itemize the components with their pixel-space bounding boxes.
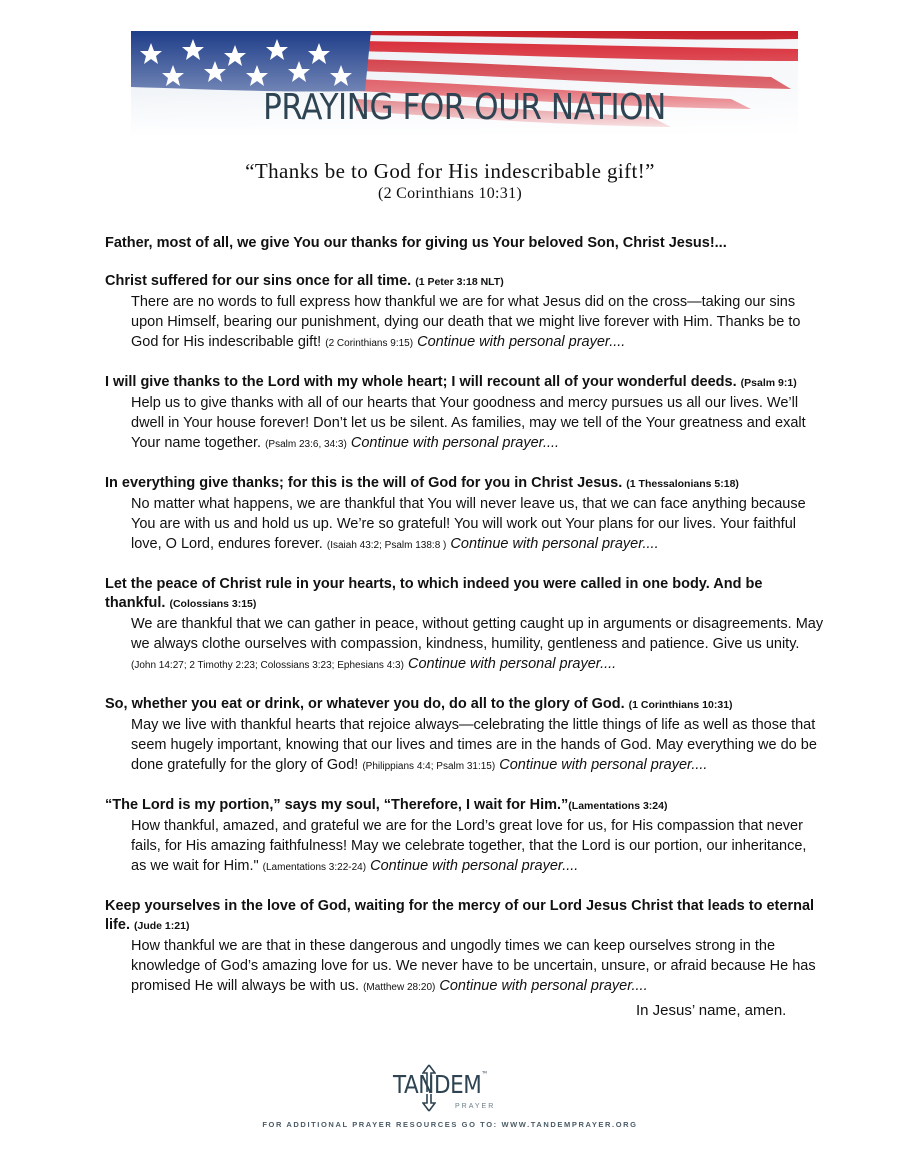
prayer-content: [105, 234, 825, 1017]
section-heading: [105, 897, 825, 936]
heading-text: Christ suffered for our sins once for all time.: [105, 273, 412, 289]
section-body: [105, 614, 825, 676]
body-text: May we live with thankful hearts that rejoice always—celebrating the little things of life as well as those that seem hugely important, knowing that our lives and times are in the hands of God. May everything we do be done gratefully for the glory of God!: [131, 717, 817, 773]
section-body: [105, 715, 825, 777]
prayer-section: [105, 575, 825, 676]
body-reference: (Psalm 23:6, 34:3): [265, 439, 347, 450]
body-text: How thankful, amazed, and grateful we are for the Lord’s great love for us, for His compassion that never fails, for His amazing faithfulness! May we celebrate together, that the Lord is our portion, our inheritance, as we wait for Him.": [131, 818, 807, 874]
tandem-logo: [393, 1064, 513, 1114]
continue-prompt: Continue with personal prayer....: [350, 435, 560, 451]
section-body: [105, 494, 825, 556]
section-heading: [105, 796, 825, 816]
continue-prompt: Continue with personal prayer....: [370, 858, 579, 874]
section-heading: [105, 575, 825, 614]
body-reference: (John 14:27; 2 Timothy 2:23; Colossians 3:23; Ephesians 4:3): [131, 660, 404, 671]
flag-banner: [131, 31, 798, 137]
section-heading: [105, 373, 825, 393]
heading-text: Keep yourselves in the love of God, waiting for the mercy of our Lord Jesus Christ that leads to eternal life.: [105, 898, 815, 933]
body-reference: (2 Corinthians 9:15): [325, 338, 414, 349]
body-text: We are thankful that we can gather in peace, without getting caught up in arguments or disagreements. May we always clothe ourselves with compassion, kindness, humility, gentleness and patience. Give us unity.: [131, 616, 824, 652]
body-text: How thankful we are that in these dangerous and ungodly times we can keep ourselves strong in the knowledge of God’s amazing love for us. We never have to be uncertain, unsure, or afraid because He has promised He will always be with us.: [131, 938, 816, 994]
heading-reference: (1 Corinthians 10:31): [628, 699, 733, 711]
heading-text: In everything give thanks; for this is the will of God for you in Christ Jesus.: [105, 475, 623, 491]
heading-text: So, whether you eat or drink, or whatever you do, do all to the glory of God.: [105, 696, 625, 712]
heading-text: “The Lord is my portion,” says my soul, “Therefore, I wait for Him.”: [105, 797, 569, 813]
prayer-section: [105, 373, 825, 455]
quote-text: “Thanks be to God for His indescribable gift!”: [245, 159, 655, 183]
section-body: [105, 816, 825, 878]
prayer-section: [105, 897, 825, 998]
heading-text: I will give thanks to the Lord with my whole heart; I will recount all of your wonderful deeds.: [105, 374, 737, 390]
section-heading: [105, 474, 825, 494]
body-reference: (Matthew 28:20): [363, 982, 436, 993]
body-reference: (Philippians 4:4; Psalm 31:15): [362, 761, 496, 772]
logo-wordmark: [393, 1070, 488, 1099]
heading-reference: (1 Peter 3:18 NLT): [415, 276, 504, 288]
prayer-section: [105, 474, 825, 556]
logo-subtitle: PRAYER: [455, 1103, 496, 1110]
body-reference: (Isaiah 43:2; Psalm 138:8 ): [326, 540, 447, 551]
section-body: [105, 292, 825, 354]
continue-prompt: Continue with personal prayer....: [450, 536, 659, 552]
footer-resources-note: FOR ADDITIONAL PRAYER RESOURCES GO TO: WWW.TANDEMPRAYER.ORG: [262, 1120, 638, 1129]
intro-line: Father, most of all, we give You our thanks for giving us Your beloved Son, Christ Jesus!...: [105, 235, 727, 251]
section-heading: [105, 695, 825, 715]
continue-prompt: Continue with personal prayer....: [417, 334, 626, 350]
prayer-section: [105, 796, 825, 878]
closing-line: In Jesus’ name, amen.: [636, 1002, 787, 1019]
continue-prompt: Continue with personal prayer....: [439, 978, 648, 994]
body-text: Help us to give thanks with all of our hearts that Your goodness and mercy pursues us all our lives. We’ll dwell in Your house forever! Don’t let us be silent. As families, may we tell of the Your greatness and exalt Your name together.: [131, 395, 806, 451]
heading-reference: (1 Thessalonians 5:18): [626, 478, 739, 490]
continue-prompt: Continue with personal prayer....: [407, 656, 617, 672]
continue-prompt: Continue with personal prayer....: [499, 757, 708, 773]
section-body: [105, 936, 825, 998]
heading-reference: (Psalm 9:1): [740, 377, 797, 389]
heading-reference: (Colossians 3:15): [169, 598, 257, 610]
section-heading: [105, 272, 825, 292]
body-text: No matter what happens, we are thankful that You will never leave us, that we can face anything because You are with us and hold us up. We’re so grateful! You will work out Your plans for our lives. Your faithful love, O Lord, endures forever.: [131, 496, 806, 552]
featured-quote: [0, 158, 900, 204]
banner-title: PRAYING FOR OUR NATION: [263, 87, 666, 128]
body-reference: (Lamentations 3:22-24): [262, 862, 367, 873]
prayer-section: [105, 272, 825, 354]
heading-reference: (Jude 1:21): [134, 920, 190, 932]
trademark-symbol: ™: [481, 1070, 488, 1079]
heading-reference: (Lamentations 3:24): [568, 800, 668, 812]
prayer-section: [105, 695, 825, 777]
quote-reference: (2 Corinthians 10:31): [377, 185, 523, 202]
heading-text: Let the peace of Christ rule in your hearts, to which indeed you were called in one body. And be thankful.: [105, 576, 763, 611]
body-text: There are no words to full express how thankful we are for what Jesus did on the cross—taking our sins upon Himself, bearing our punishment, dying our death that we might live forever with Him. Thanks be to God for His indescribable gift!: [131, 294, 801, 350]
section-body: [105, 393, 825, 455]
logo-name: TANDEM: [393, 1070, 482, 1099]
